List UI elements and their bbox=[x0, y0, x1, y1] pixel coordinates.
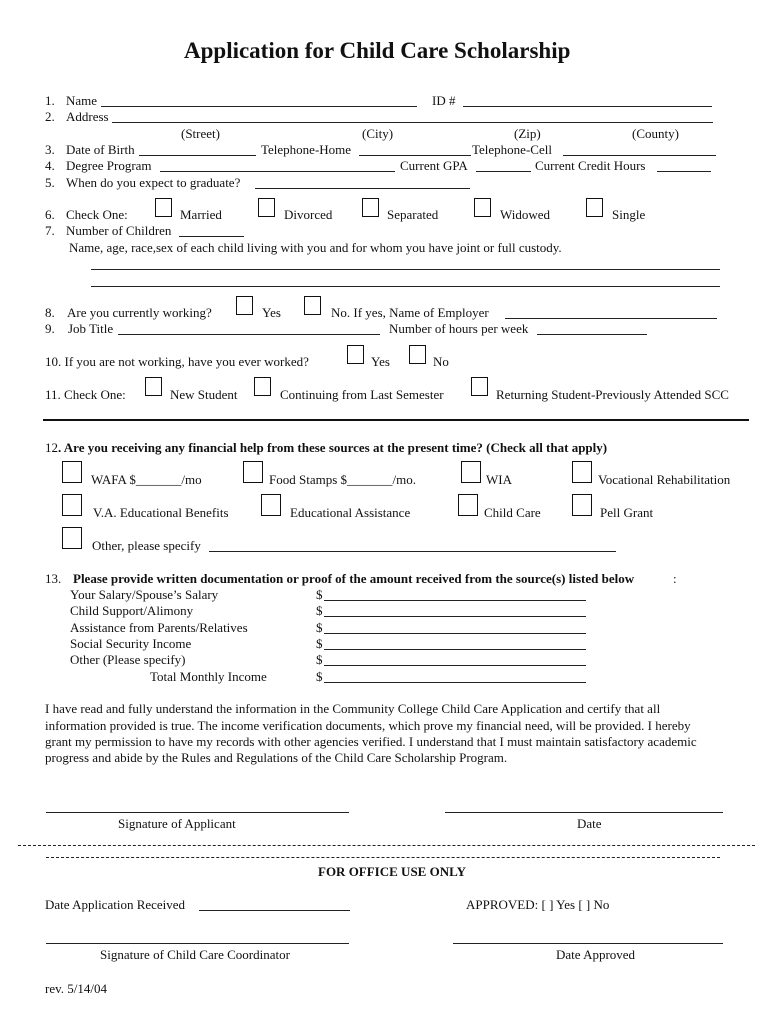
working-no-checkbox[interactable] bbox=[304, 296, 321, 315]
other-income-amount-field[interactable] bbox=[324, 665, 586, 666]
cut-line bbox=[18, 845, 755, 846]
gpa-field[interactable] bbox=[476, 171, 531, 172]
coordinator-signature-label: Signature of Child Care Coordinator bbox=[100, 947, 290, 962]
degree-label: Degree Program bbox=[66, 158, 152, 173]
working-yes-checkbox[interactable] bbox=[236, 296, 253, 315]
children-line-1[interactable] bbox=[91, 269, 720, 270]
job-title-field[interactable] bbox=[118, 334, 380, 335]
social-security-amount-field[interactable] bbox=[324, 649, 586, 650]
id-label: ID # bbox=[432, 93, 456, 108]
widowed-label: Widowed bbox=[500, 207, 551, 222]
date-approved-line[interactable] bbox=[453, 943, 723, 944]
graduate-field[interactable] bbox=[255, 188, 470, 189]
other-source-checkbox[interactable] bbox=[62, 527, 82, 549]
dollar-sign: $ bbox=[316, 669, 323, 684]
revision-note: rev. 5/14/04 bbox=[45, 981, 107, 996]
item-number: 6. bbox=[45, 207, 55, 222]
other-source-label: Other, please specify bbox=[92, 538, 201, 553]
income-row-label: Other (Please specify) bbox=[70, 652, 186, 667]
child-support-amount-field[interactable] bbox=[324, 616, 586, 617]
working-label: Are you currently working? bbox=[67, 305, 212, 320]
item-number: 5. bbox=[45, 175, 55, 190]
certification-line: progress and abide by the Rules and Regulations of the Child Care Scholarship Program. bbox=[45, 750, 508, 765]
children-note: Name, age, race,sex of each child living with you and for whom you have joint or full custody. bbox=[69, 240, 562, 255]
credit-hours-label: Current Credit Hours bbox=[535, 158, 646, 173]
employer-label: No. If yes, Name of Employer bbox=[331, 305, 489, 320]
separated-label: Separated bbox=[387, 207, 439, 222]
dob-label: Date of Birth bbox=[66, 142, 135, 157]
child-care-checkbox[interactable] bbox=[458, 494, 478, 516]
instruction-colon: : bbox=[673, 571, 677, 586]
separated-checkbox[interactable] bbox=[362, 198, 379, 217]
item-number: 2. bbox=[45, 109, 55, 124]
salary-amount-field[interactable] bbox=[324, 600, 586, 601]
wia-checkbox[interactable] bbox=[461, 461, 481, 483]
va-benefits-label: V.A. Educational Benefits bbox=[93, 505, 229, 520]
income-row-label: Total Monthly Income bbox=[150, 669, 267, 684]
date-approved-label: Date Approved bbox=[556, 947, 636, 962]
parents-assistance-amount-field[interactable] bbox=[324, 633, 586, 634]
dollar-sign: $ bbox=[316, 587, 323, 602]
telephone-cell-field[interactable] bbox=[563, 155, 716, 156]
widowed-checkbox[interactable] bbox=[474, 198, 491, 217]
dob-field[interactable] bbox=[139, 155, 256, 156]
zip-caption: (Zip) bbox=[514, 126, 541, 141]
married-checkbox[interactable] bbox=[155, 198, 172, 217]
name-label: Name bbox=[66, 93, 98, 108]
continuing-label: Continuing from Last Semester bbox=[280, 387, 444, 402]
dollar-sign: $ bbox=[316, 652, 323, 667]
job-title-label: Job Title bbox=[68, 321, 114, 336]
other-source-field[interactable] bbox=[209, 551, 616, 552]
employer-field[interactable] bbox=[505, 318, 717, 319]
ever-worked-yes-checkbox[interactable] bbox=[347, 345, 364, 364]
certification-line: I have read and fully understand the information in the Community College Child Care Application and certify that all bbox=[45, 701, 661, 716]
address-field[interactable] bbox=[112, 122, 713, 123]
hours-field[interactable] bbox=[537, 334, 647, 335]
credit-hours-field[interactable] bbox=[657, 171, 711, 172]
income-row-label: Assistance from Parents/Relatives bbox=[70, 620, 248, 635]
single-label: Single bbox=[612, 207, 646, 222]
wafa-label: WAFA $_______/mo bbox=[91, 472, 202, 487]
income-row-label: Your Salary/Spouse’s Salary bbox=[70, 587, 219, 602]
office-use-heading: FOR OFFICE USE ONLY bbox=[318, 864, 466, 879]
ever-worked-yes-label: Yes bbox=[371, 354, 390, 369]
item-number: 9. bbox=[45, 321, 55, 336]
telephone-home-field[interactable] bbox=[359, 155, 471, 156]
divorced-label: Divorced bbox=[284, 207, 333, 222]
children-line-2[interactable] bbox=[91, 286, 720, 287]
item-number: 13. bbox=[45, 571, 62, 586]
ever-worked-label: 10. If you are not working, have you ever worked? bbox=[45, 354, 309, 369]
id-field[interactable] bbox=[463, 106, 712, 107]
cut-line bbox=[46, 857, 720, 858]
educational-assistance-checkbox[interactable] bbox=[261, 494, 281, 516]
item-number: 3. bbox=[45, 142, 55, 157]
name-field[interactable] bbox=[101, 106, 417, 107]
item-number: 8. bbox=[45, 305, 55, 320]
date-received-field[interactable] bbox=[199, 910, 350, 911]
item-number: 7. bbox=[45, 223, 55, 238]
va-benefits-checkbox[interactable] bbox=[62, 494, 82, 516]
working-yes-label: Yes bbox=[262, 305, 281, 320]
county-caption: (County) bbox=[632, 126, 679, 141]
dollar-sign: $ bbox=[316, 603, 323, 618]
street-caption: (Street) bbox=[181, 126, 220, 141]
form-title: Application for Child Care Scholarship bbox=[184, 38, 571, 63]
student-status-label: 11. Check One: bbox=[45, 387, 126, 402]
item-number: 12 bbox=[45, 440, 58, 455]
applicant-date-line[interactable] bbox=[445, 812, 723, 813]
gpa-label: Current GPA bbox=[400, 158, 468, 173]
applicant-signature-label: Signature of Applicant bbox=[118, 816, 236, 831]
wafa-checkbox[interactable] bbox=[62, 461, 82, 483]
telephone-cell-label: Telephone-Cell bbox=[472, 142, 552, 157]
graduate-label: When do you expect to graduate? bbox=[66, 175, 241, 190]
educational-assistance-label: Educational Assistance bbox=[290, 505, 411, 520]
applicant-date-label: Date bbox=[577, 816, 602, 831]
pell-grant-checkbox[interactable] bbox=[572, 494, 592, 516]
certification-line: information provided is true. The income verification documents, which prove my financial need, will be provided. I hereby bbox=[45, 718, 691, 733]
children-count-field[interactable] bbox=[179, 236, 244, 237]
continuing-checkbox[interactable] bbox=[254, 377, 271, 396]
child-care-label: Child Care bbox=[484, 505, 541, 520]
ever-worked-no-label: No bbox=[433, 354, 449, 369]
coordinator-signature-line[interactable] bbox=[46, 943, 349, 944]
address-label: Address bbox=[66, 109, 109, 124]
total-income-amount-field[interactable] bbox=[324, 682, 586, 683]
applicant-signature-line[interactable] bbox=[46, 812, 349, 813]
income-row-label: Child Support/Alimony bbox=[70, 603, 194, 618]
certification-line: grant my permission to have my records with other agencies verified. I understand that I must maintain satisfactory academic bbox=[45, 734, 697, 749]
financial-help-question: . Are you receiving any financial help from these sources at the present time? (Check all that apply) bbox=[58, 440, 608, 455]
hours-label: Number of hours per week bbox=[389, 321, 529, 336]
returning-label: Returning Student-Previously Attended SCC bbox=[496, 387, 729, 402]
vocational-checkbox[interactable] bbox=[572, 461, 592, 483]
divorced-checkbox[interactable] bbox=[258, 198, 275, 217]
degree-field[interactable] bbox=[160, 171, 395, 172]
pell-grant-label: Pell Grant bbox=[600, 505, 654, 520]
dollar-sign: $ bbox=[316, 620, 323, 635]
section-divider bbox=[43, 419, 749, 421]
marital-label: Check One: bbox=[66, 207, 128, 222]
telephone-home-label: Telephone-Home bbox=[261, 142, 352, 157]
wia-label: WIA bbox=[486, 472, 512, 487]
married-label: Married bbox=[180, 207, 222, 222]
city-caption: (City) bbox=[362, 126, 394, 141]
children-label: Number of Children bbox=[66, 223, 172, 238]
documentation-instruction: Please provide written documentation or proof of the amount received from the source(s) listed below bbox=[73, 571, 635, 586]
single-checkbox[interactable] bbox=[586, 198, 603, 217]
vocational-label: Vocational Rehabilitation bbox=[598, 472, 731, 487]
food-stamps-label: Food Stamps $_______/mo. bbox=[269, 472, 416, 487]
new-student-checkbox[interactable] bbox=[145, 377, 162, 396]
approved-label: APPROVED: [ ] Yes [ ] No bbox=[466, 897, 610, 912]
income-row-label: Social Security Income bbox=[70, 636, 192, 651]
item-number: 4. bbox=[45, 158, 55, 173]
ever-worked-no-checkbox[interactable] bbox=[409, 345, 426, 364]
date-received-label: Date Application Received bbox=[45, 897, 186, 912]
food-stamps-checkbox[interactable] bbox=[243, 461, 263, 483]
new-student-label: New Student bbox=[170, 387, 238, 402]
item-number: 1. bbox=[45, 93, 55, 108]
returning-checkbox[interactable] bbox=[471, 377, 488, 396]
dollar-sign: $ bbox=[316, 636, 323, 651]
